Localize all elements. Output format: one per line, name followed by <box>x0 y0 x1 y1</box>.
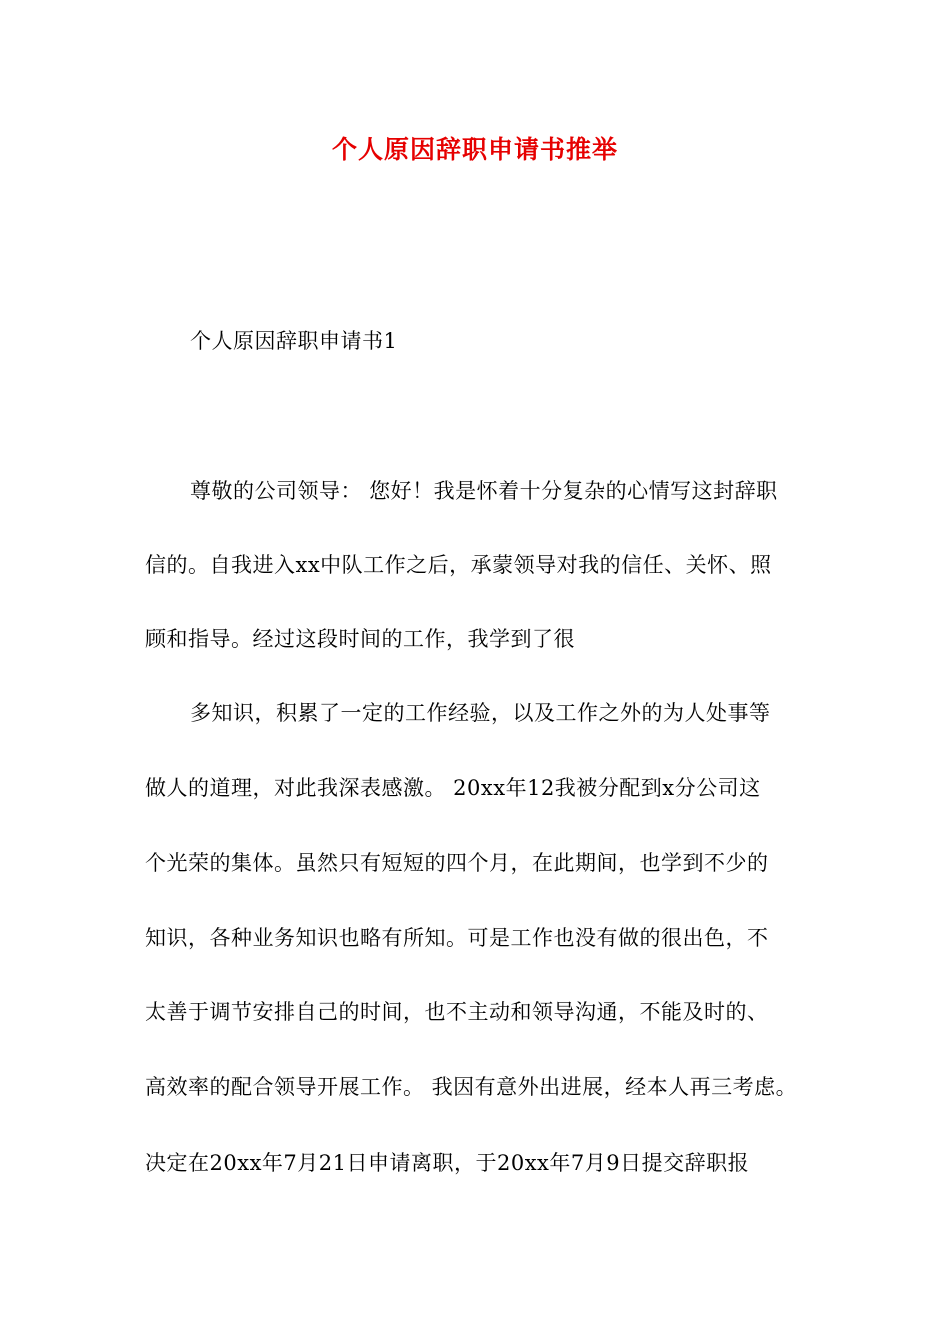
body-line: 太善于调节安排自己的时间，也不主动和领导沟通，不能及时的、 <box>145 1000 769 1024</box>
body-line: 顾和指导。经过这段时间的工作，我学到了很 <box>145 627 575 651</box>
body-line: 信的。自我进入xx中队工作之后，承蒙领导对我的信任、关怀、照 <box>145 553 772 577</box>
body-line: 做人的道理，对此我深表感激。 20xx年12我被分配到x分公司这 <box>145 776 761 800</box>
body-line: 个光荣的集体。虽然只有短短的四个月，在此期间，也学到不少的 <box>145 851 769 875</box>
body-line: 决定在20xx年7月21日申请离职，于20xx年7月9日提交辞职报 <box>145 1151 750 1175</box>
body-line: 多知识，积累了一定的工作经验，以及工作之外的为人处事等 <box>190 701 771 725</box>
document-title: 个人原因辞职申请书推举 <box>331 135 618 164</box>
section-heading: 个人原因辞职申请书1 <box>190 329 398 353</box>
body-line: 高效率的配合领导开展工作。 我因有意外出进展，经本人再三考虑。 <box>145 1075 798 1099</box>
body-line: 知识，各种业务知识也略有所知。可是工作也没有做的很出色，不 <box>145 926 769 950</box>
body-line: 尊敬的公司领导： 您好！我是怀着十分复杂的心情写这封辞职 <box>190 479 778 503</box>
